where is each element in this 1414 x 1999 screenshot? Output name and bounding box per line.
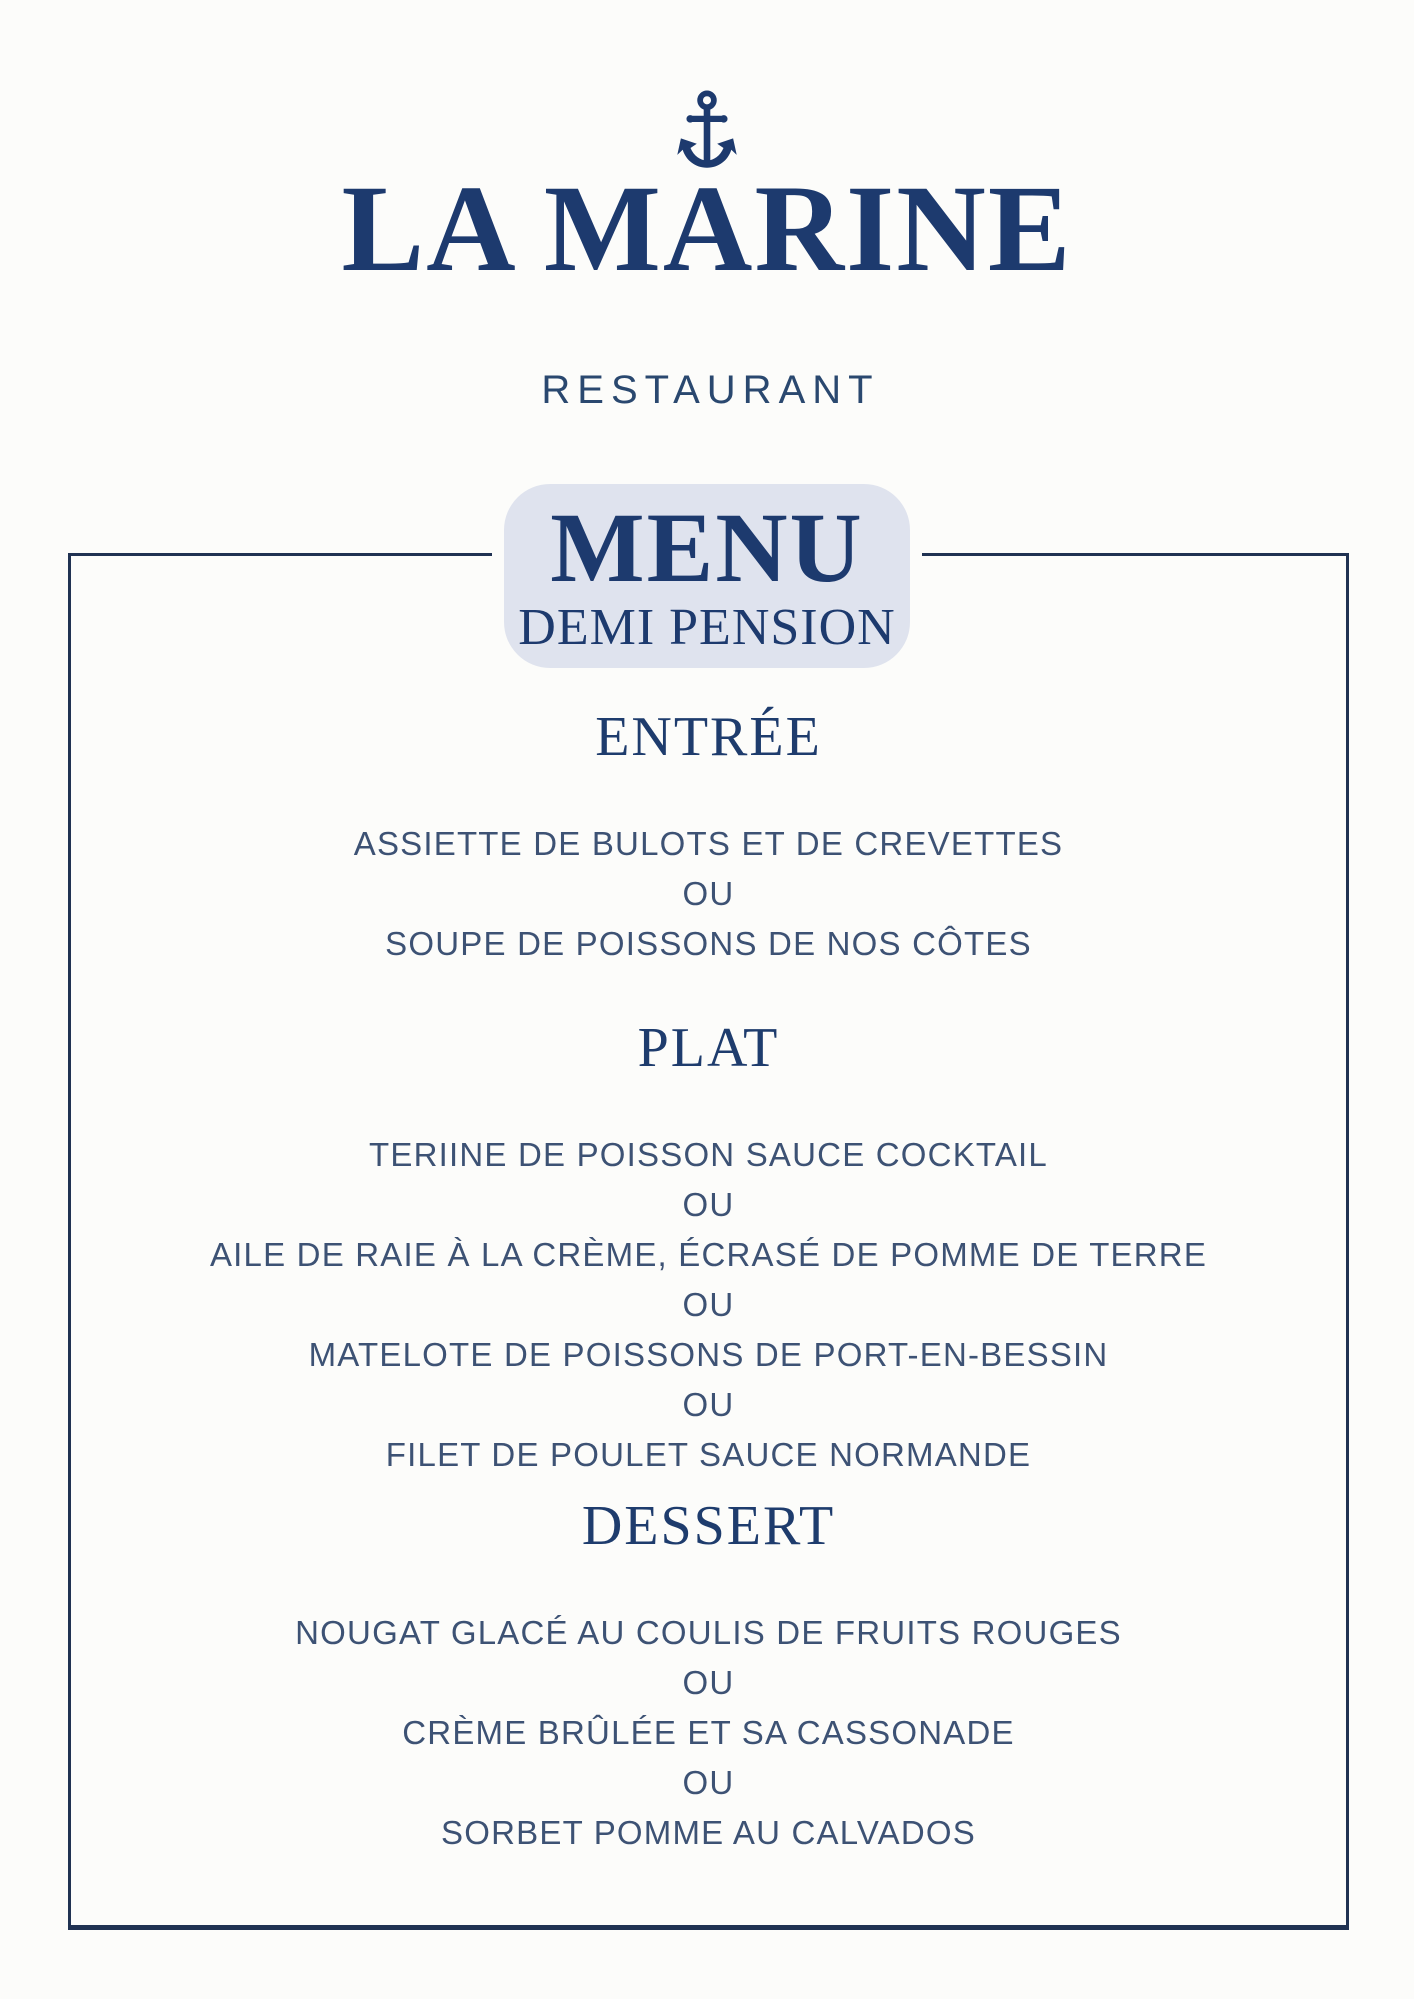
section-items bbox=[70, 819, 1347, 969]
section-entree bbox=[70, 706, 1347, 969]
menu-item: CRÈME BRÛLÉE ET SA CASSONADE bbox=[402, 1714, 1015, 1751]
or-separator: OU bbox=[682, 1764, 735, 1801]
or-separator: OU bbox=[682, 875, 735, 912]
section-heading: ENTRÉE bbox=[595, 706, 822, 768]
menu-badge-subtitle: DEMI PENSION bbox=[518, 599, 896, 656]
section-items bbox=[70, 1130, 1347, 1480]
menu-item: MATELOTE DE POISSONS DE PORT-EN-BESSIN bbox=[308, 1336, 1109, 1373]
restaurant-subtitle: RESTAURANT bbox=[541, 368, 880, 412]
or-separator: OU bbox=[682, 1664, 735, 1701]
section-heading: PLAT bbox=[637, 1017, 780, 1079]
menu-item: NOUGAT GLACÉ AU COULIS DE FRUITS ROUGES bbox=[295, 1614, 1122, 1651]
page-title: LA MARINE bbox=[341, 160, 1073, 297]
menu-item: SORBET POMME AU CALVADOS bbox=[441, 1814, 976, 1851]
menu-item: AILE DE RAIE À LA CRÈME, ÉCRASÉ DE POMME DE TERRE bbox=[209, 1236, 1208, 1273]
section-plat bbox=[70, 1017, 1347, 1480]
section-dessert bbox=[70, 1495, 1347, 1858]
menu-item: ASSIETTE DE BULOTS ET DE CREVETTES bbox=[353, 825, 1064, 862]
section-heading: DESSERT bbox=[581, 1495, 836, 1557]
menu-badge-title: MENU bbox=[550, 492, 864, 603]
or-separator: OU bbox=[682, 1186, 735, 1223]
menu-item: TERIINE DE POISSON SAUCE COCKTAIL bbox=[369, 1136, 1048, 1173]
menu-badge bbox=[504, 484, 910, 668]
or-separator: OU bbox=[682, 1386, 735, 1423]
menu-item: SOUPE DE POISSONS DE NOS CÔTES bbox=[385, 925, 1032, 962]
section-items bbox=[70, 1608, 1347, 1858]
or-separator: OU bbox=[682, 1286, 735, 1323]
menu-item: FILET DE POULET SAUCE NORMANDE bbox=[385, 1436, 1032, 1473]
